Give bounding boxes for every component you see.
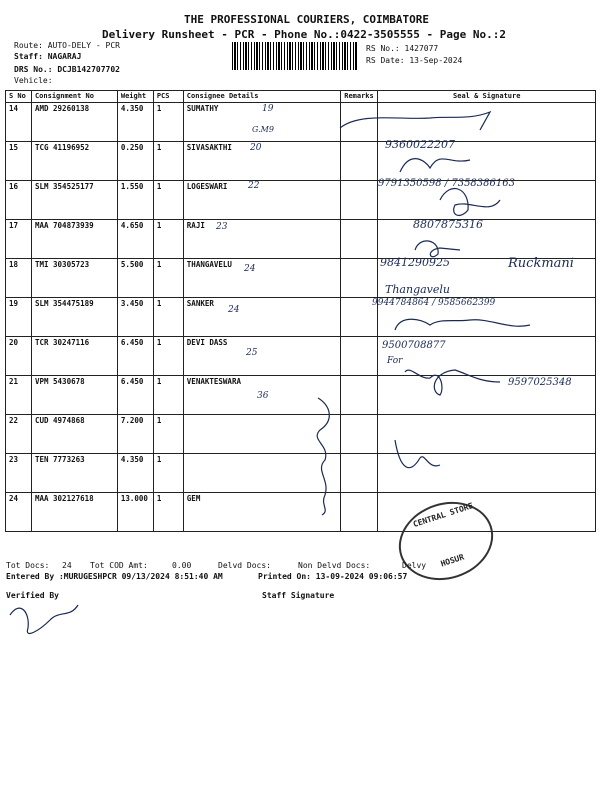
hw-age-21: 36 xyxy=(257,391,269,401)
hw-age-17: 23 xyxy=(216,222,228,232)
cell-consignment: TCG 41196952 xyxy=(31,142,117,181)
cell-weight: 5.500 xyxy=(117,259,153,298)
hw-age-14: 19 xyxy=(262,104,274,114)
cell-sno: 14 xyxy=(6,103,32,142)
vehicle: Vehicle: xyxy=(14,76,53,85)
cell-consignment: TCR 30247116 xyxy=(31,337,117,376)
hw-age-20: 25 xyxy=(246,348,258,358)
cell-consignee: SANKER xyxy=(183,298,340,337)
col-consignee: Consignee Details xyxy=(183,91,340,103)
route: Route: AUTO-DELY - PCR xyxy=(14,41,120,50)
cell-consignment: CUD 4974868 xyxy=(31,415,117,454)
cell-consignment: SLM 354525177 xyxy=(31,181,117,220)
cell-sno: 23 xyxy=(6,454,32,493)
cell-weight: 7.200 xyxy=(117,415,153,454)
cell-sno: 18 xyxy=(6,259,32,298)
cell-pcs: 1 xyxy=(153,220,183,259)
hw-age-16: 22 xyxy=(248,181,260,191)
col-weight: Weight xyxy=(117,91,153,103)
cell-pcs: 1 xyxy=(153,493,183,532)
signature-16 xyxy=(440,189,500,216)
signature-19 xyxy=(395,319,530,330)
cell-weight: 6.450 xyxy=(117,337,153,376)
cell-sno: 19 xyxy=(6,298,32,337)
hw-phone-16: 9791350598 / 7358386163 xyxy=(378,178,515,189)
runsheet-subtitle: Delivery Runsheet - PCR - Phone No.:0422-3505555 - Page No.:2 xyxy=(102,28,506,41)
cell-sno: 15 xyxy=(6,142,32,181)
signature-14 xyxy=(340,112,490,130)
hw-phone-18: 9841290925 xyxy=(380,256,450,269)
stamp-top-text: CENTRAL STORE xyxy=(412,501,475,530)
cell-pcs: 1 xyxy=(153,454,183,493)
drs-number: DRS No.: DCJB142707702 xyxy=(14,65,120,74)
cell-consignment: AMD 29260138 xyxy=(31,103,117,142)
hw-phone-20: 9500708877 xyxy=(382,340,446,351)
hw-phone-21: 9597025348 xyxy=(508,377,572,388)
cell-consignee: SIVASAKTHI xyxy=(183,142,340,181)
staff-signature: Staff Signature xyxy=(262,591,335,600)
delvd-label: Delvd Docs: xyxy=(218,561,271,570)
delvy-label: Delvy xyxy=(402,561,427,570)
signature-21-stroke xyxy=(317,398,329,515)
tot-cod: 0.00 xyxy=(172,561,192,570)
cell-sno: 24 xyxy=(6,493,32,532)
cell-sno: 16 xyxy=(6,181,32,220)
entered-by: Entered By :MURUGESHPCR 09/13/2024 8:51:40 AM xyxy=(6,572,223,581)
signature-20-21 xyxy=(405,370,500,395)
verified-by: Verified By xyxy=(6,591,59,600)
hw-age-15: 20 xyxy=(250,143,262,153)
cell-pcs: 1 xyxy=(153,415,183,454)
cell-sno: 21 xyxy=(6,376,32,415)
cell-consignment: MAA 302127618 xyxy=(31,493,117,532)
hw-phone-15: 9360022207 xyxy=(385,138,455,151)
hw-note-14: G.M9 xyxy=(252,125,274,134)
cell-pcs: 1 xyxy=(153,298,183,337)
col-pcs: PCS xyxy=(153,91,183,103)
rs-number: RS No.: 1427077 xyxy=(366,44,439,53)
cell-weight: 4.350 xyxy=(117,454,153,493)
cell-consignment: MAA 704873939 xyxy=(31,220,117,259)
verified-signature xyxy=(10,605,78,633)
cell-sno: 20 xyxy=(6,337,32,376)
signature-17 xyxy=(415,241,460,257)
cell-weight: 3.450 xyxy=(117,298,153,337)
cell-pcs: 1 xyxy=(153,181,183,220)
cell-pcs: 1 xyxy=(153,259,183,298)
non-delvd-label: Non Delvd Docs: xyxy=(298,561,371,570)
hw-name-19: Thangavelu xyxy=(385,283,450,296)
cell-pcs: 1 xyxy=(153,337,183,376)
cell-sno: 17 xyxy=(6,220,32,259)
cell-pcs: 1 xyxy=(153,142,183,181)
tot-cod-label: Tot COD Amt: xyxy=(90,561,148,570)
tot-docs-label: Tot Docs: xyxy=(6,561,50,570)
cell-pcs: 1 xyxy=(153,103,183,142)
hw-age-19: 24 xyxy=(228,305,240,315)
cell-weight: 4.650 xyxy=(117,220,153,259)
cell-consignment: TMI 30305723 xyxy=(31,259,117,298)
cell-weight: 0.250 xyxy=(117,142,153,181)
col-sno: S No xyxy=(6,91,32,103)
col-seal: Seal & Signature xyxy=(378,91,596,103)
cell-consignee: LOGESWARI xyxy=(183,181,340,220)
signature-22 xyxy=(395,440,440,468)
col-remarks: Remarks xyxy=(340,91,378,103)
cell-consignment: SLM 354475189 xyxy=(31,298,117,337)
hw-phone-17: 8807875316 xyxy=(413,218,483,231)
cell-consignment: TEN 7773263 xyxy=(31,454,117,493)
stamp-bottom-text: HOSUR xyxy=(439,552,466,569)
cell-consignee: THANGAVELU xyxy=(183,259,340,298)
hw-name-18: Ruckmani xyxy=(508,256,574,271)
cell-consignee: SUMATHY xyxy=(183,103,340,142)
cell-weight: 13.000 xyxy=(117,493,153,532)
col-consignment: Consignment No xyxy=(31,91,117,103)
hw-age-18: 24 xyxy=(244,264,256,274)
signature-15 xyxy=(400,159,470,172)
cell-consignee: DEVI DASS xyxy=(183,337,340,376)
staff: Staff: NAGARAJ xyxy=(14,52,82,61)
cell-consignee: VENAKTESWARA xyxy=(183,376,340,415)
cell-weight: 6.450 xyxy=(117,376,153,415)
hw-for-21: For xyxy=(387,356,403,366)
rs-date: RS Date: 13-Sep-2024 xyxy=(366,56,463,65)
printed-on: Printed On: 13-09-2024 09:06:57 xyxy=(258,572,408,581)
cell-consignee: RAJI xyxy=(183,220,340,259)
tot-docs: 24 xyxy=(62,561,72,570)
hw-phone-19: 9944784864 / 9585662399 xyxy=(372,298,496,308)
cell-consignment: VPM 5430678 xyxy=(31,376,117,415)
cell-weight: 4.350 xyxy=(117,103,153,142)
cell-sno: 22 xyxy=(6,415,32,454)
cell-consignee: GEM xyxy=(183,493,340,532)
cell-weight: 1.550 xyxy=(117,181,153,220)
cell-pcs: 1 xyxy=(153,376,183,415)
company-title: THE PROFESSIONAL COURIERS, COIMBATORE xyxy=(184,13,430,26)
